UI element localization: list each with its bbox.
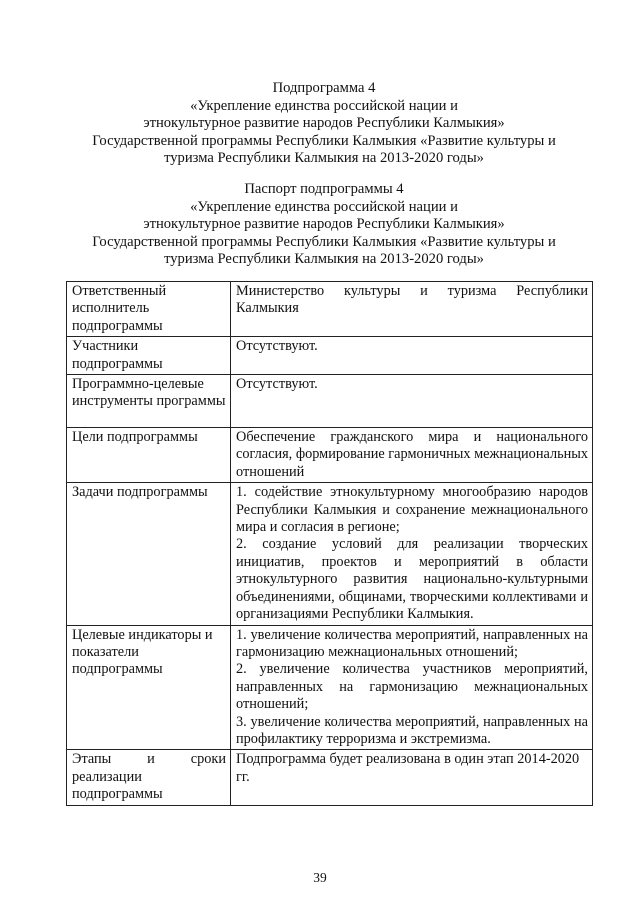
table-row [67, 375, 593, 428]
heading-line: «Укрепление единства российской нации и [190, 198, 458, 215]
row-content [231, 625, 593, 750]
content-paragraph: Отсутствуют. [236, 376, 318, 393]
heading-line: Подпрограмма 4 [272, 80, 376, 96]
row-content [231, 750, 593, 805]
table-row [67, 337, 593, 375]
content-paragraph: 2. создание условий для реализации творческих инициатив, проектов и мероприятий в области этнокультурного развития национально-культурными объединениями, общинами, творческими коллективами и организациями Республики Калмыкия. [236, 536, 588, 623]
row-content [231, 428, 593, 483]
content-paragraph: 2. увеличение количества участников мероприятий, направленных на гармонизацию межнациональных отношений; [236, 661, 588, 713]
content-paragraph: 1. содействие этнокультурному многообразию народов Республики Калмыкия и сохранение межнационального мира и согласия в регионе; [236, 484, 588, 536]
row-label: Этапы и сроки реализации подпрограммы [67, 750, 231, 805]
passport-heading [64, 181, 584, 269]
subprogram-heading [64, 80, 584, 168]
heading-line: этнокультурное развитие народов Республики Калмыкия» [143, 216, 505, 232]
content-paragraph: 3. увеличение количества мероприятий, направленных на профилактику терроризма и экстремизма. [236, 713, 588, 747]
content-paragraph: Подпрограмма будет реализована в один этап 2014-2020 гг. [236, 751, 580, 785]
table-row [67, 483, 593, 625]
row-label: Участники подпрограммы [67, 337, 231, 375]
row-label: Цели подпрограммы [67, 428, 231, 483]
row-content [231, 337, 593, 375]
page-number: 39 [313, 870, 327, 885]
content-paragraph: Обеспечение гражданского мира и национального согласия, формирование гармоничных межнациональных отношений [236, 429, 589, 480]
row-content [231, 483, 593, 625]
row-label: Задачи подпрограммы [67, 483, 231, 625]
heading-line: этнокультурное развитие народов Республики Калмыкия» [143, 115, 505, 131]
row-content [231, 375, 593, 428]
heading-line: «Укрепление единства российской нации и [190, 97, 458, 114]
row-label: Целевые индикаторы и показатели подпрограммы [67, 625, 231, 750]
heading-line: Государственной программы Республики Калмыкия «Развитие культуры и [92, 233, 556, 250]
table-row [67, 282, 593, 337]
row-label: Ответственный исполнитель подпрограммы [67, 282, 231, 337]
heading-line: туризма Республики Калмыкия на 2013-2020 годы» [164, 251, 484, 267]
content-paragraph: Отсутствуют. [236, 338, 318, 355]
row-content [231, 282, 593, 337]
passport-table [66, 281, 593, 806]
table-row [67, 428, 593, 483]
heading-line: Паспорт подпрограммы 4 [244, 181, 404, 197]
row-label: Программно-целевые инструменты программы [67, 375, 231, 428]
content-paragraph: Министерство культуры и туризма Республики Калмыкия [236, 283, 588, 317]
table-row [67, 750, 593, 805]
heading-line: туризма Республики Калмыкия на 2013-2020 годы» [164, 150, 484, 166]
table-row [67, 625, 593, 750]
content-paragraph: 1. увеличение количества мероприятий, направленных на гармонизацию межнациональных отношений; [236, 626, 588, 660]
heading-line: Государственной программы Республики Калмыкия «Развитие культуры и [92, 132, 556, 149]
